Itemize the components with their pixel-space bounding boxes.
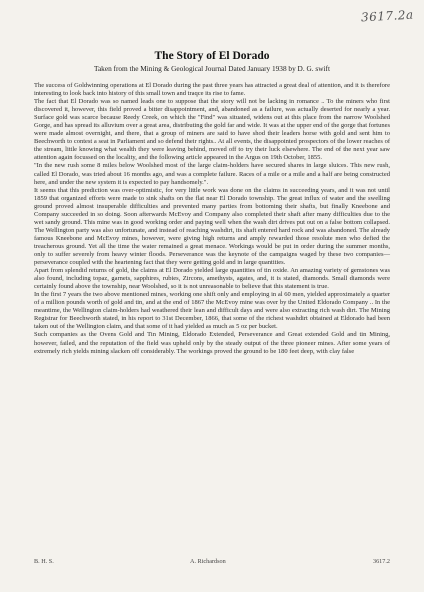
footer-author: A. Richardson <box>190 558 226 565</box>
document-body <box>34 82 390 356</box>
paragraph: It seems that this prediction was over-optimistic, for very little work was done on the claims in succeeding years, and it was not until 1859 that organized efforts were made to sink shafts on the flat near El Dorado township. The great influx of water and the swelling ground proved almost insuperable difficulties and prevented many parties from bottoming their shafts, but finally Kneebone and Company succeeded in so doing. Soon afterwards McEvoy and Company also completed their shaft after many difficulties due to the wet sandy ground. This mine was in good working order and paying well when the wash dirt drives put out on a false bottom collapsed. The Wellington party was also unfortunate, and instead of reaching washdirt, its shaft entered hard rock and was abandoned. The already famous Kneebone and McEvoy mines, however, were giving high returns and amply rewarded those resolute men who defied the treacherous ground. Yet all the time the water remained a great menace. Workings would be put in order during the summer months, only to suffer severely from heavy winter floods. Perseverance was the keynote of the campaigns waged by these two companies—perseverance coupled with the heartening fact that they were getting gold and in large quantities. <box>34 186 390 267</box>
footer-ref: 3617.2 <box>372 558 390 565</box>
paragraph: Such companies as the Ovens Gold and Tin Mining, Eldorado Extended, Perseverance and Great extended Gold and tin Mining, however, failed, and the reputation of the field was upheld only by the steady output of the three pioneer mines. After some years of extremely rich yields mining slacken off considerably. The workings proved the ground to be 180 feet deep, with clay false <box>34 331 390 355</box>
paragraph: Apart from splendid returns of gold, the claims at El Dorado yielded large quantities of tin oxide. An amazing variety of gemstones was also found, including topaz, garnets, sapphires, rubies, Zircons, amethysts, agates, and, it is stated, diamonds. Small diamonds were certainly found above the township, near Woolshed, so it is not unreasonable to believe that this statement is true. <box>34 267 390 291</box>
paragraph: The success of Goldwinning operations at El Dorado during the past three years has attracted a great deal of attention, and it is therefore interesting to look back into history of this small town and traqce its rise to fame. <box>34 82 390 98</box>
document-title: The Story of El Dorado <box>154 50 270 62</box>
paragraph: The fact that El Dorado was so named leads one to suppose that the story will not be lacking in romance .. To the miners who first discovered it, however, this field proved a bitter disappointment, and, abandoned as a failure, was actually deserted for nearly a year. Surface gold was scarce because Reedy Creek, on which the "Find" was situated, widens out at this place from the narrow Woolshed Gorge, and has spread its alluvium over a great area, distributing the gold far and wide. It was at the upper end of the gorge that fortunes were made almost overnight, and there, that a group of miners are said to have shod their leaders horse with gold and sent him to Beechworth to contest a seat in Parliament and so defend their rights.. At all events, the disappointed prospectors of the lower reaches of the stream, little knowing what wealth they were leaving behind, moved off to try their luck elsewhere. The end of the next year saw attention again focussed on the locality, and the following article appeared in the Argus on 19th October, 1855. <box>34 98 390 162</box>
paragraph: In the first 7 years the two above mentioned mines, working one shift only and employing in al 60 men, yielded approximately a quarter of a million pounds worth of gold and tin, and at the end of 1867 the McEvoy mine was over by the United Eldorado Company .. In the meantime, the Wellington claim-holders had weathered their lean and difficult days and were also extracting rich wash dirt. The Mining Registrar for Beechworth stated, in his report to 31st December, 1866, that some of the richest washdirt obtained at Eldorado had been taken out of the Wellington claim, and that some of it had yielded as much as 5 oz per bucket. <box>34 291 390 331</box>
document-subtitle: Taken from the Mining & Geological Journal Dated January 1938 by D. G. swift <box>94 64 330 73</box>
handwritten-reference: 3617.2a <box>361 7 415 25</box>
footer-left: B. H. S. <box>34 558 54 565</box>
paragraph: "In the new rush some 8 miles below Woolshed most of the large claim-holders have secured shares in large sluices. This new rush, called El Dorado, was tried about 16 months ago, and was a complete failure. Races of a mile or a mile and a half are being constructed here, and under the new system it is expected to pay handsomely.". <box>34 162 390 186</box>
